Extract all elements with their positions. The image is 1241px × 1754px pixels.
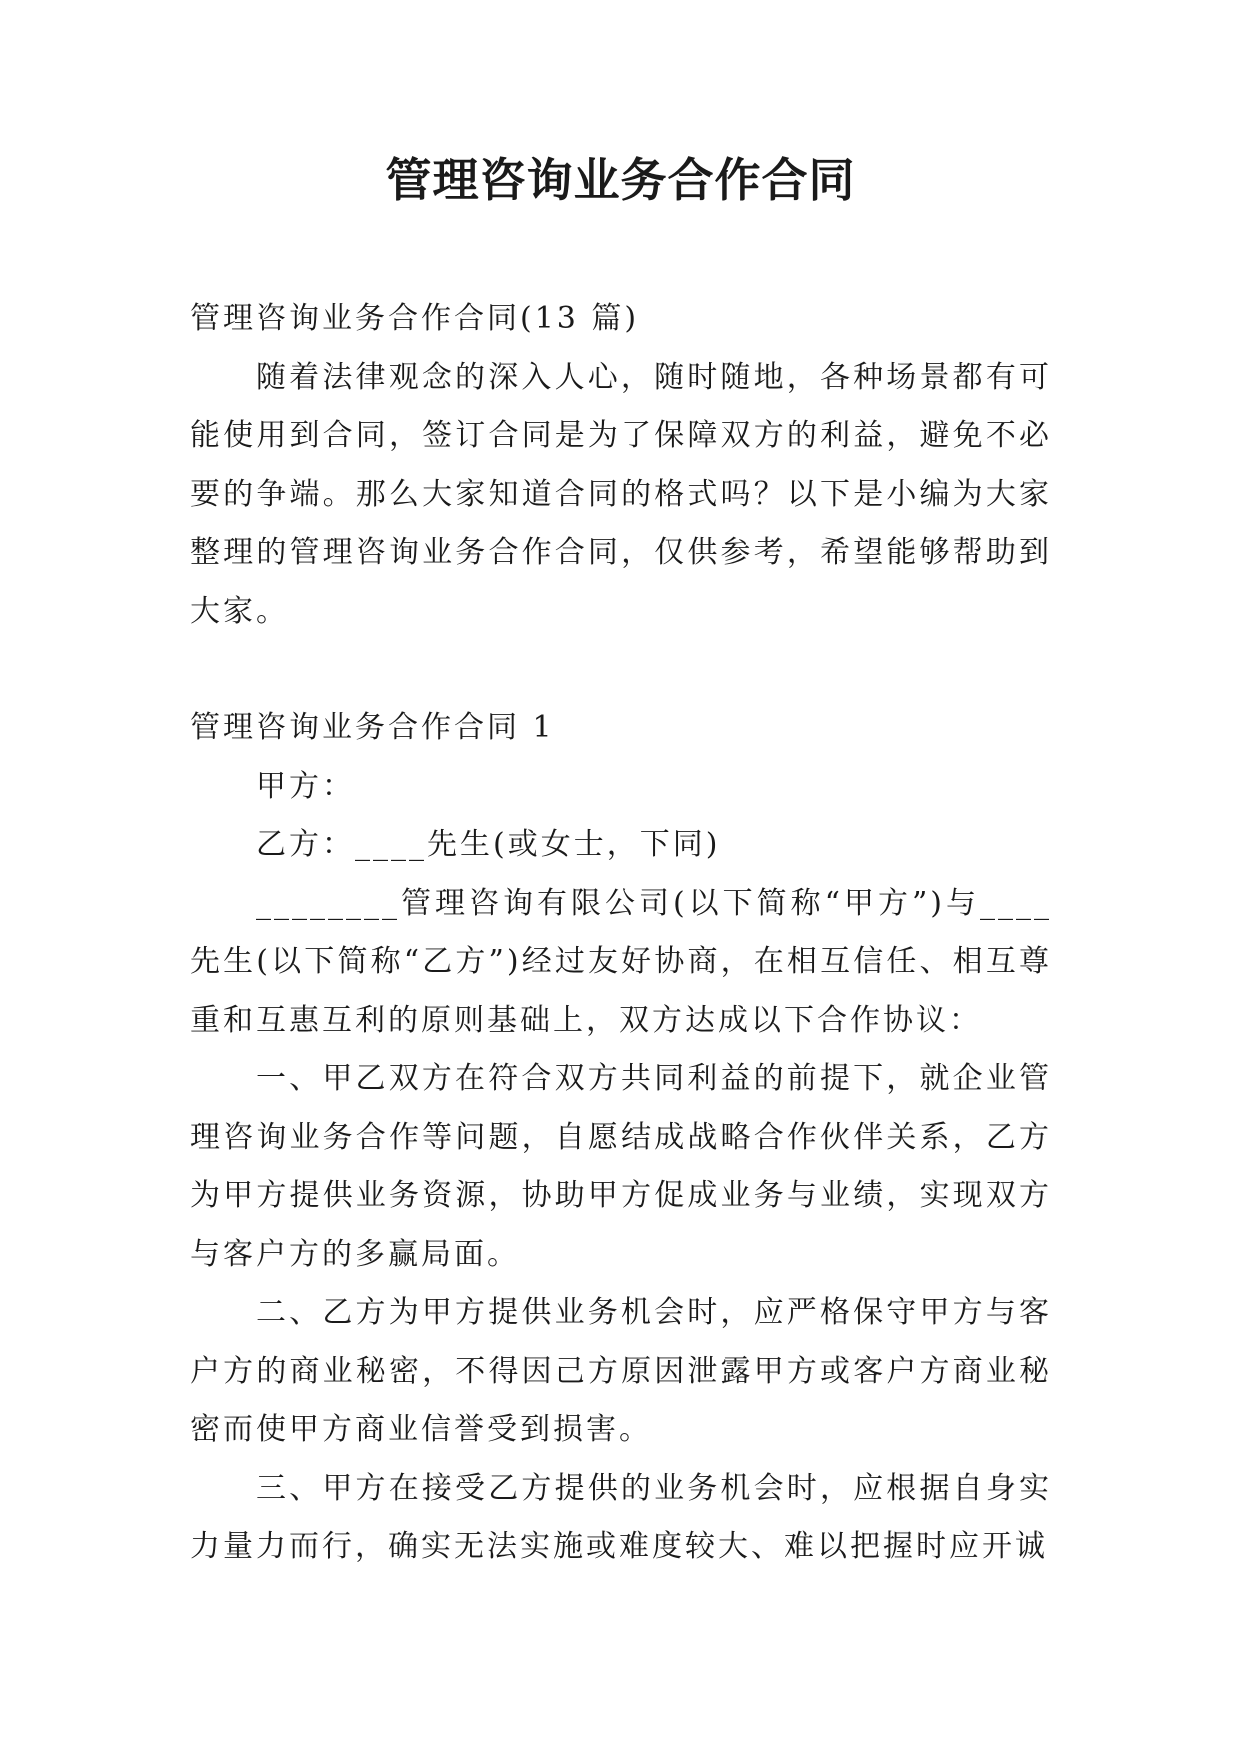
intro-paragraph: 随着法律观念的深入人心，随时随地，各种场景都有可能使用到合同，签订合同是为了保障双方的利益，避免不必要的争端。那么大家知道合同的格式吗？以下是小编为大家整理的管理咨询业务合作合同，仅供参考，希望能够帮助到大家。 <box>190 359 1052 629</box>
party-b-line: 乙方：____先生(或女士，下同) <box>256 827 721 862</box>
clause-3-paragraph: 三、甲方在接受乙方提供的业务机会时，应根据自身实力量力而行，确实无法实施或难度较大、难以把握时应开诚 <box>190 1470 1052 1564</box>
document-title: 管理咨询业务合作合同 <box>385 153 856 207</box>
section-heading: 管理咨询业务合作合同 1 <box>190 710 555 745</box>
document-body <box>190 290 1052 1577</box>
paragraph-spacer <box>190 641 1052 699</box>
document-subtitle: 管理咨询业务合作合同(13 篇) <box>190 301 640 336</box>
preamble-paragraph: ________管理咨询有限公司(以下简称“甲方”)与____先生(以下简称“乙方”)经过友好协商，在相互信任、相互尊重和互惠互利的原则基础上，双方达成以下合作协议： <box>190 885 1052 1038</box>
clause-1-paragraph: 一、甲乙双方在符合双方共同利益的前提下，就企业管理咨询业务合作等问题，自愿结成战略合作伙伴关系，乙方为甲方提供业务资源，协助甲方促成业务与业绩，实现双方与客户方的多赢局面。 <box>190 1061 1052 1272</box>
clause-2-paragraph: 二、乙方为甲方提供业务机会时，应严格保守甲方与客户方的商业秘密，不得因己方原因泄露甲方或客户方商业秘密而使甲方商业信誉受到损害。 <box>190 1295 1052 1447</box>
party-a-line: 甲方： <box>256 768 355 804</box>
